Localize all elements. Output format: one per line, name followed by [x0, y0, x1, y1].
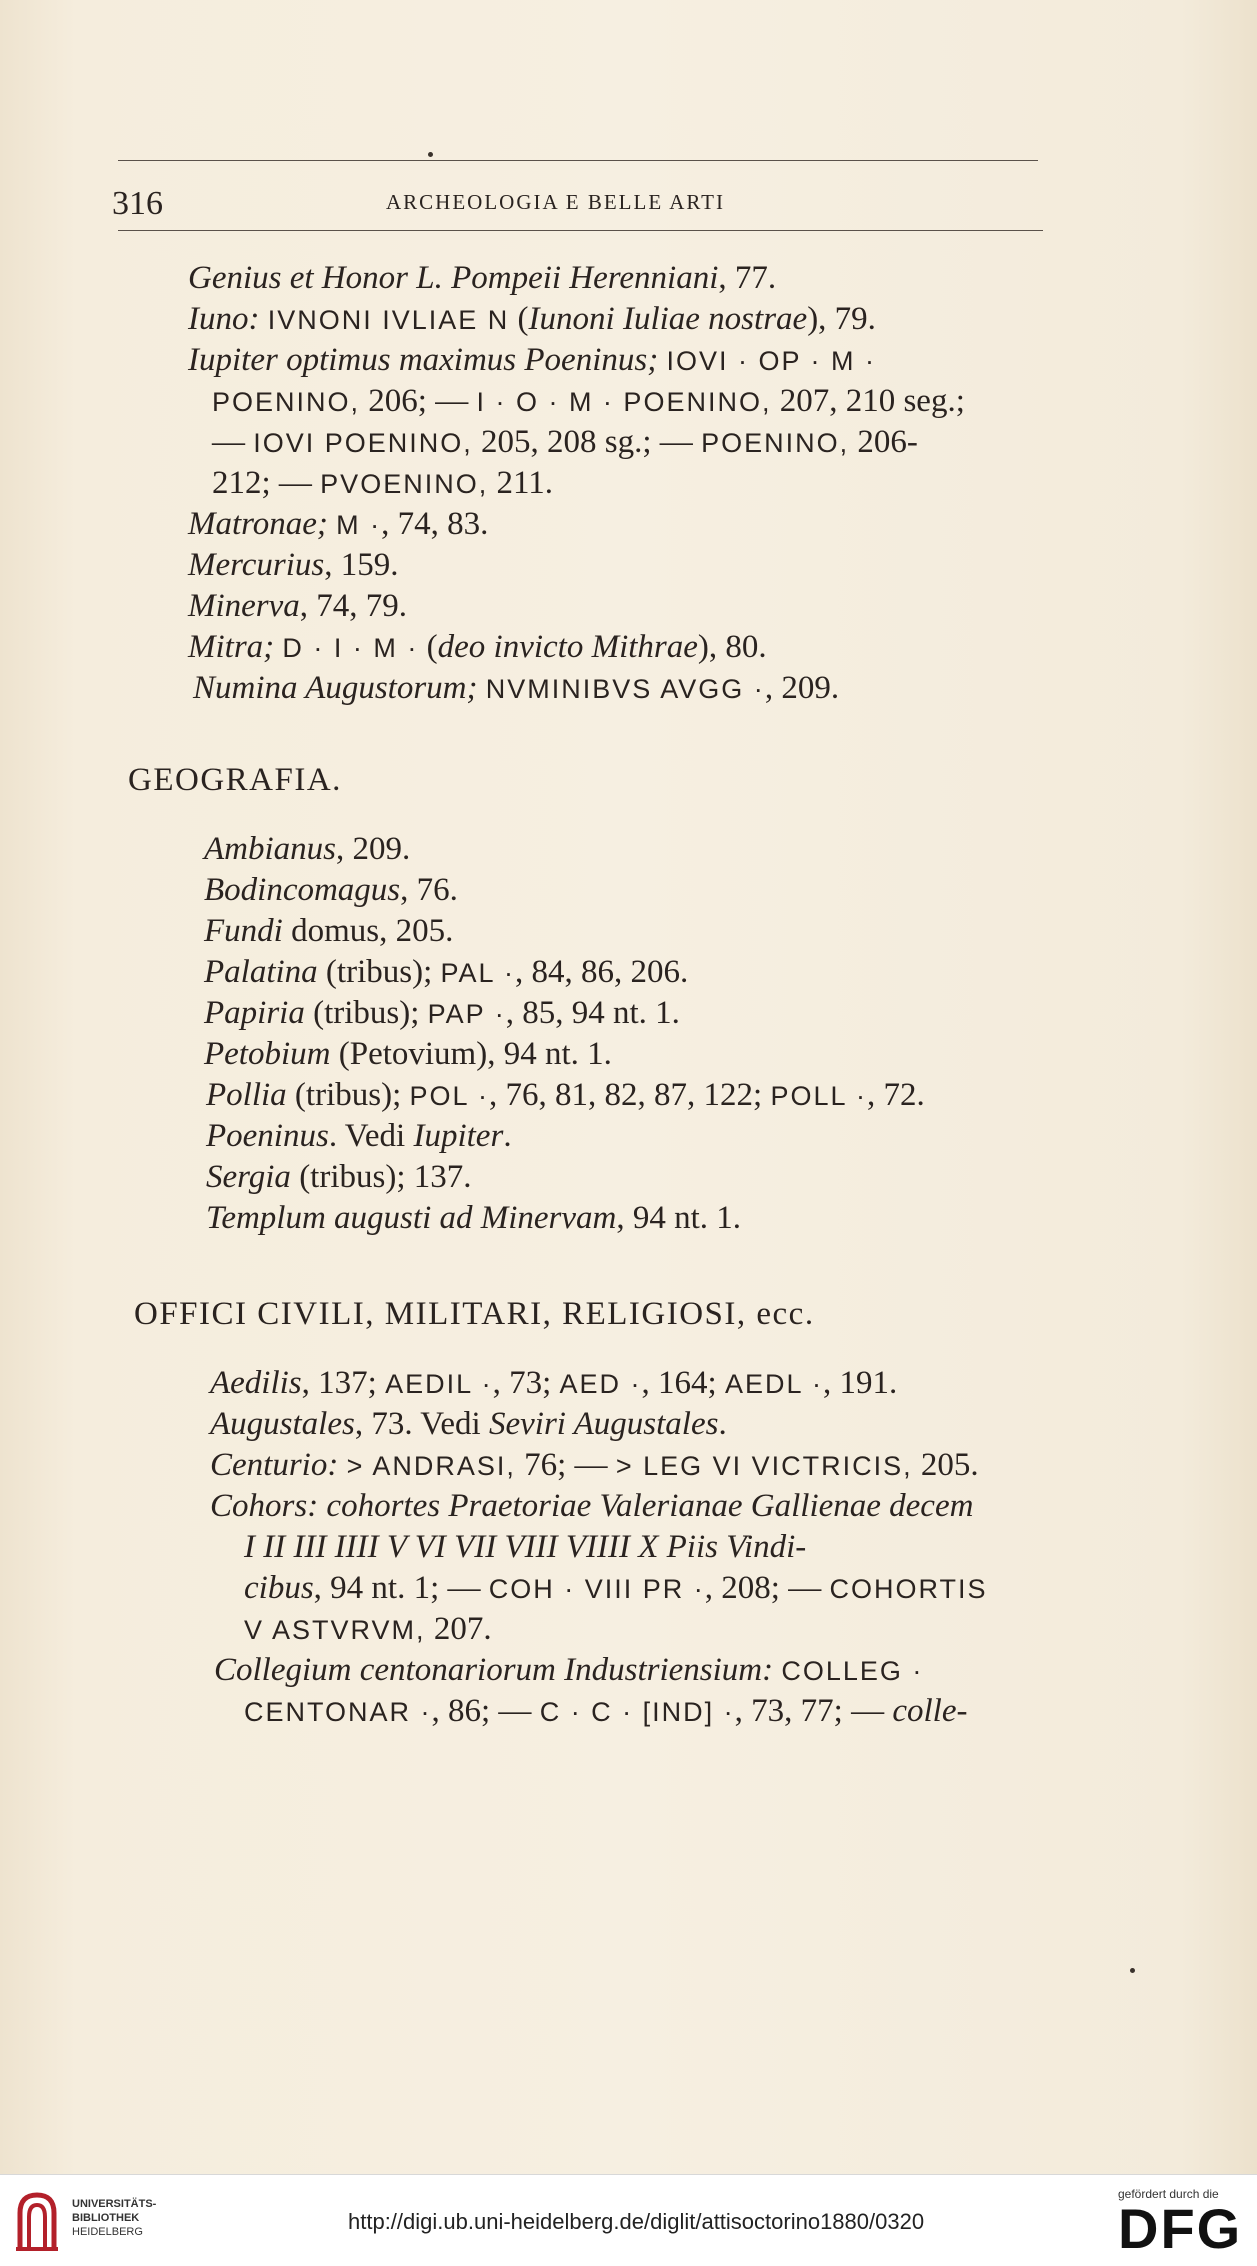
entry-text: .: [718, 1406, 727, 1442]
entry-text: 207.: [425, 1611, 492, 1647]
entry-text: 211.: [488, 465, 553, 501]
entry-text: .: [503, 1118, 512, 1154]
entry-text: , 209.: [764, 670, 840, 706]
index-entry: [204, 952, 688, 993]
entry-text: ), 80.: [697, 629, 767, 665]
index-entry: [210, 1404, 727, 1444]
entry-text: (: [509, 301, 529, 337]
epigraphic-text: PAP ·: [427, 999, 506, 1029]
entry-text: ), 79.: [807, 301, 876, 337]
index-entry: [212, 422, 918, 463]
index-entry: [188, 340, 876, 381]
italic-term: I II III IIII V VI VII VIII VIIII X Piis Vindi-: [244, 1529, 807, 1565]
index-entry: [206, 1157, 472, 1197]
italic-term: Seviri Augustales: [488, 1406, 719, 1442]
italic-term: Cohors: cohortes Praetoriae Valerianae Gallienae decem: [210, 1488, 974, 1524]
italic-term: Papiria: [204, 995, 305, 1031]
index-entry: [206, 1198, 741, 1238]
entry-text: , 73, 77; —: [734, 1693, 893, 1729]
entry-text: , 72.: [867, 1077, 925, 1113]
entry-text: [338, 1447, 346, 1483]
epigraphic-text: M ·: [336, 510, 382, 540]
entry-text: domus, 205.: [282, 913, 454, 949]
italic-term: Iunoni Iuliae nostrae: [528, 301, 808, 337]
entry-text: , 76, 81, 82, 87, 122;: [489, 1077, 771, 1113]
entry-text: , 94 nt. 1.: [616, 1200, 742, 1236]
entry-text: (tribus);: [317, 954, 441, 990]
library-logo-icon: [12, 2187, 62, 2253]
italic-term: Augustales: [210, 1406, 355, 1442]
entry-text: 205.: [912, 1447, 979, 1483]
italic-term: Iuno:: [188, 301, 260, 337]
italic-term: Iupiter optimus maximus Poeninus;: [188, 342, 659, 378]
section-heading-geografia: GEOGRAFIA.: [128, 762, 342, 798]
italic-term: Poeninus: [206, 1118, 329, 1154]
epigraphic-text: COHORTIS: [829, 1574, 988, 1604]
entry-text: [259, 301, 267, 337]
page-number: 316: [112, 185, 163, 222]
epigraphic-text: CENTONAR ·: [244, 1697, 432, 1727]
index-entry: [206, 1075, 925, 1116]
entry-text: , 191.: [823, 1365, 898, 1401]
index-entry: [210, 1445, 979, 1486]
italic-term: Centurio:: [210, 1447, 339, 1483]
italic-term: Minerva: [188, 588, 300, 624]
entry-text: , 164;: [641, 1365, 725, 1401]
epigraphic-text: POL ·: [409, 1081, 490, 1111]
epigraphic-text: COH · VIII PR ·: [488, 1574, 705, 1604]
index-entry: [212, 463, 553, 504]
index-entry: [204, 911, 453, 951]
entry-text: , 84, 86, 206.: [515, 954, 689, 990]
italic-term: Bodincomagus: [204, 872, 401, 908]
epigraphic-text: PVOENINO,: [320, 469, 489, 499]
running-title: ARCHEOLOGIA E BELLE ARTI: [386, 190, 725, 214]
entry-text: (: [418, 629, 438, 665]
italic-term: cibus: [244, 1570, 314, 1606]
entry-text: , 85, 94 nt. 1.: [505, 995, 680, 1031]
epigraphic-text: IOVI · OP · M ·: [666, 346, 876, 376]
entry-text: . Vedi: [328, 1118, 414, 1154]
header-rule: [118, 230, 1043, 231]
index-entry: [210, 1486, 973, 1526]
italic-term: Numina Augustorum;: [193, 670, 478, 706]
index-entry: [188, 627, 767, 668]
entry-text: , 74, 79.: [299, 588, 408, 624]
index-entry: [244, 1568, 987, 1609]
entry-text: , 209.: [336, 831, 411, 867]
index-entry: [204, 829, 410, 869]
entry-text: , 94 nt. 1; —: [313, 1570, 489, 1606]
epigraphic-text: IVNONI IVLIAE N: [267, 305, 510, 335]
entry-text: 206-: [849, 424, 918, 460]
epigraphic-text: NVMINIBVS AVGG ·: [485, 674, 765, 704]
italic-term: Collegium centonariorum Industriensium:: [214, 1652, 774, 1688]
digitization-footer: [0, 2174, 1257, 2266]
epigraphic-text: POENINO,: [701, 428, 850, 458]
epigraphic-text: PAL ·: [440, 958, 516, 988]
entry-text: 207, 210 seg.;: [771, 383, 965, 419]
italic-term: Sergia: [206, 1159, 291, 1195]
italic-term: deo invicto Mithrae: [437, 629, 698, 665]
italic-term: Pollia: [206, 1077, 287, 1113]
dfg-logo: DFG: [1118, 2197, 1243, 2260]
italic-term: Iupiter: [413, 1118, 504, 1154]
epigraphic-text: AEDIL ·: [385, 1369, 493, 1399]
entry-text: 206; —: [360, 383, 477, 419]
index-entry: [188, 504, 488, 545]
funding-note: gefördert durch die: [1118, 2187, 1219, 2201]
italic-term: colle-: [892, 1693, 968, 1729]
entry-text: [328, 506, 336, 542]
epigraphic-text: AED ·: [559, 1369, 642, 1399]
entry-text: (tribus);: [286, 1077, 410, 1113]
italic-term: Genius et Honor L. Pompeii Herenniani: [188, 260, 719, 296]
index-entry: [188, 299, 876, 340]
index-entry: [210, 1363, 897, 1404]
entry-text: —: [212, 424, 254, 460]
epigraphic-text: POLL ·: [770, 1081, 867, 1111]
entry-text: , 77.: [718, 260, 777, 296]
italic-term: Matronae;: [188, 506, 328, 542]
top-ornament: [428, 152, 433, 157]
entry-text: 205, 208 sg.; —: [472, 424, 702, 460]
italic-term: Aedilis: [210, 1365, 302, 1401]
entry-text: , 137;: [301, 1365, 386, 1401]
entry-text: (Petovium), 94 nt. 1.: [330, 1036, 612, 1072]
index-entry: [214, 1650, 923, 1691]
epigraphic-text: D · I · M ·: [282, 633, 419, 663]
entry-text: 76; —: [515, 1447, 616, 1483]
italic-term: Petobium: [204, 1036, 331, 1072]
index-entry: [188, 545, 399, 585]
index-entry: [212, 381, 965, 422]
italic-term: Ambianus: [204, 831, 336, 867]
index-entry: [206, 1116, 512, 1156]
entry-text: [478, 670, 486, 706]
entry-text: (tribus); 137.: [290, 1159, 472, 1195]
epigraphic-text: > ANDRASI,: [346, 1451, 516, 1481]
entry-text: 212; —: [212, 465, 321, 501]
epigraphic-text: C · C · [IND] ·: [539, 1697, 735, 1727]
epigraphic-text: V ASTVRVM,: [244, 1615, 426, 1645]
epigraphic-text: IOVI POENINO,: [253, 428, 473, 458]
epigraphic-text: COLLEG ·: [781, 1656, 924, 1686]
permalink-url[interactable]: http://digi.ub.uni-heidelberg.de/diglit/attisoctorino1880/0320: [348, 2209, 925, 2234]
italic-term: Mercurius: [188, 547, 325, 583]
entry-text: , 208; —: [704, 1570, 830, 1606]
library-name: UNIVERSITÄTS- BIBLIOTHEK HEIDELBERG: [72, 2198, 157, 2238]
entry-text: (tribus);: [304, 995, 428, 1031]
epigraphic-text: AEDL ·: [724, 1369, 823, 1399]
entry-text: , 74, 83.: [381, 506, 489, 542]
top-rule: [118, 160, 1038, 161]
index-entry: [204, 993, 680, 1034]
index-entry: [204, 870, 458, 910]
epigraphic-text: POENINO,: [212, 387, 361, 417]
italic-term: Mitra;: [188, 629, 275, 665]
entry-text: , 86; —: [431, 1693, 540, 1729]
margin-speck: [1130, 1968, 1135, 1973]
index-entry: [204, 1034, 612, 1074]
index-entry: [188, 586, 407, 626]
entry-text: , 73;: [492, 1365, 560, 1401]
index-entry: [193, 668, 839, 709]
epigraphic-text: I · O · M · POENINO,: [476, 387, 772, 417]
entry-text: , 76.: [400, 872, 458, 908]
italic-term: Templum augusti ad Minervam: [206, 1200, 617, 1236]
entry-text: , 159.: [324, 547, 399, 583]
italic-term: Fundi: [204, 913, 283, 949]
index-entry: [244, 1691, 967, 1732]
epigraphic-text: > LEG VI VICTRICIS,: [615, 1451, 913, 1481]
index-entry: [244, 1527, 806, 1567]
entry-text: , 73. Vedi: [354, 1406, 489, 1442]
section-heading-offici: OFFICI CIVILI, MILITARI, RELIGIOSI, ecc.: [134, 1296, 815, 1332]
index-entry: [188, 258, 776, 298]
italic-term: Palatina: [204, 954, 318, 990]
index-entry: [244, 1609, 492, 1650]
